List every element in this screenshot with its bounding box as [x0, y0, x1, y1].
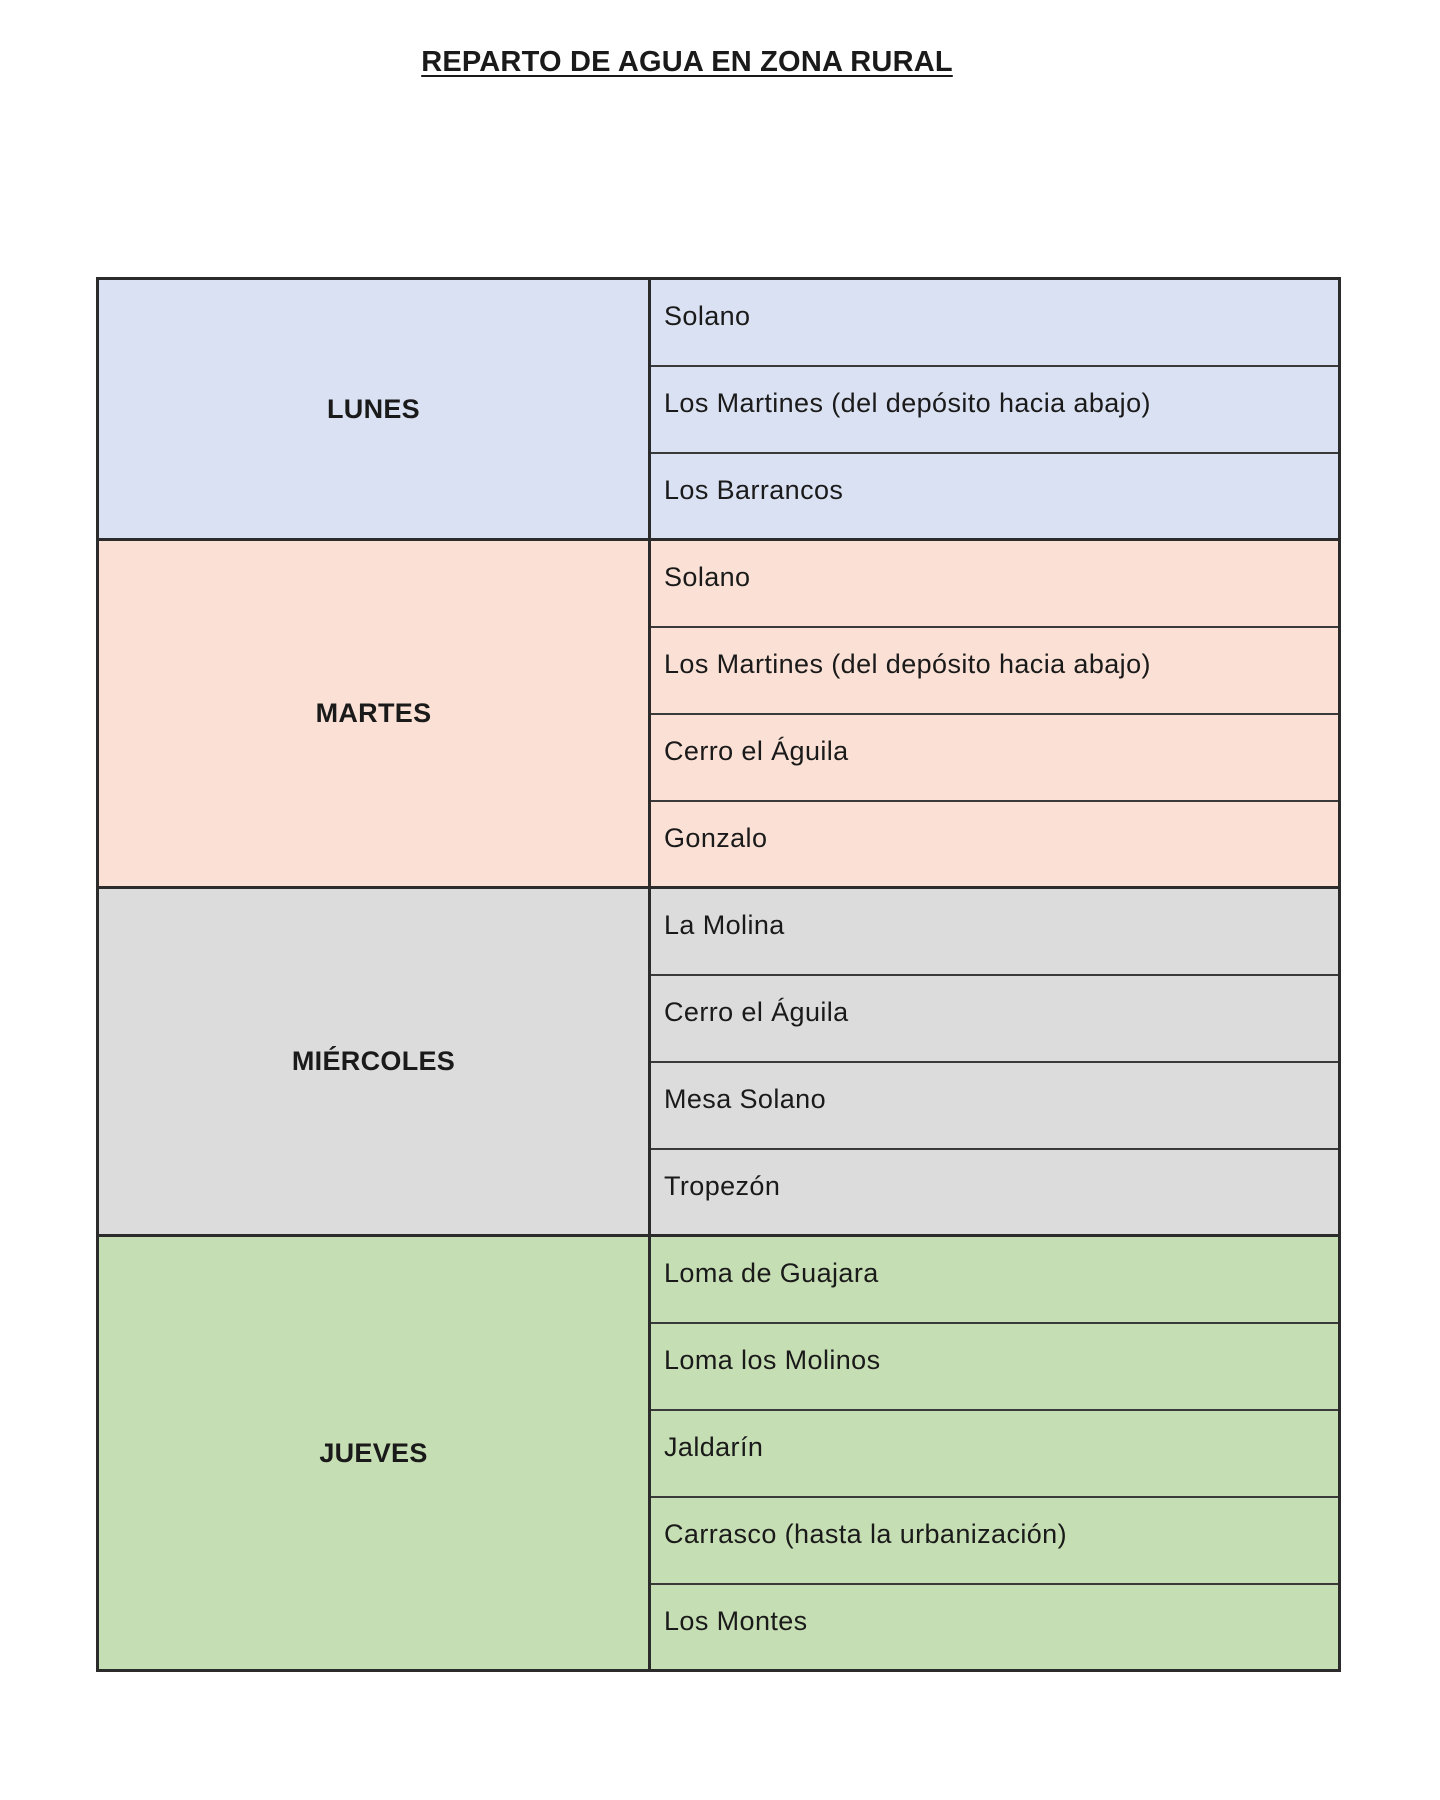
water-schedule-table — [96, 277, 1341, 1672]
day-label: LUNES — [98, 279, 650, 540]
day-label: JUEVES — [98, 1236, 650, 1671]
zone-name: Los Montes — [650, 1584, 1340, 1671]
zone-name: Cerro el Águila — [650, 714, 1340, 801]
zone-name: Jaldarín — [650, 1410, 1340, 1497]
zone-name: Loma de Guajara — [650, 1236, 1340, 1323]
day-group — [98, 1236, 1340, 1671]
table-row — [98, 888, 1340, 975]
table-row — [98, 540, 1340, 627]
zone-name: Solano — [650, 540, 1340, 627]
table-row — [98, 279, 1340, 366]
zone-name: Carrasco (hasta la urbanización) — [650, 1497, 1340, 1584]
zone-name: Solano — [650, 279, 1340, 366]
zone-name: Gonzalo — [650, 801, 1340, 888]
day-group — [98, 540, 1340, 888]
zone-name: Los Martines (del depósito hacia abajo) — [650, 627, 1340, 714]
zone-name: Cerro el Águila — [650, 975, 1340, 1062]
table-row — [98, 1236, 1340, 1323]
day-label: MARTES — [98, 540, 650, 888]
zone-name: Tropezón — [650, 1149, 1340, 1236]
zone-name: Los Martines (del depósito hacia abajo) — [650, 366, 1340, 453]
day-group — [98, 279, 1340, 540]
zone-name: Mesa Solano — [650, 1062, 1340, 1149]
zone-name: Los Barrancos — [650, 453, 1340, 540]
document-title: REPARTO DE AGUA EN ZONA RURAL — [421, 46, 953, 78]
day-label: MIÉRCOLES — [98, 888, 650, 1236]
zone-name: La Molina — [650, 888, 1340, 975]
day-group — [98, 888, 1340, 1236]
zone-name: Loma los Molinos — [650, 1323, 1340, 1410]
